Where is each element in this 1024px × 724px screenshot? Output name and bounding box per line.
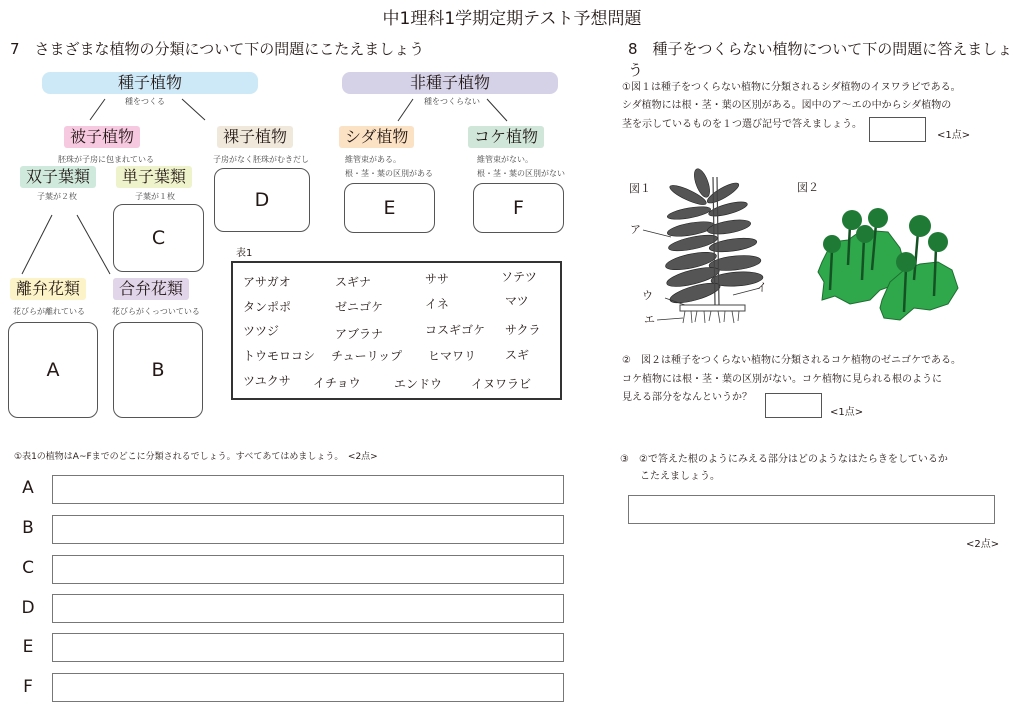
category-box-f: F bbox=[473, 183, 564, 233]
fern-root bbox=[691, 311, 692, 323]
line-nonseed-to-moss bbox=[487, 99, 507, 121]
q8-1-answer-field[interactable] bbox=[869, 117, 926, 142]
figure-2-label: 図２ bbox=[797, 181, 819, 194]
table-cell: ササ bbox=[425, 272, 450, 286]
pointer-a bbox=[643, 230, 671, 237]
fern-rhizome bbox=[680, 305, 745, 311]
dicots-note: 子葉が２枚 bbox=[37, 192, 77, 201]
non-seed-plants-heading: 非種子植物 bbox=[342, 72, 558, 94]
polypetalae-heading: 離弁花類 bbox=[10, 278, 86, 300]
answer-field-d[interactable] bbox=[52, 594, 564, 623]
table-cell: トウモロコシ bbox=[243, 349, 316, 363]
q8-3-line-1: ③ ②で答えた根のようにみえる部分はどのようなはたらきをしているか bbox=[620, 454, 948, 465]
polypetalae-note: 花びらが離れている bbox=[13, 307, 85, 316]
fern-frond bbox=[666, 204, 711, 221]
category-box-d: D bbox=[214, 168, 310, 232]
ferns-heading: シダ植物 bbox=[339, 126, 414, 148]
table-cell: イヌワラビ bbox=[471, 377, 532, 391]
monocots-note: 子葉が１枚 bbox=[135, 192, 175, 201]
line-dicot-to-sym bbox=[77, 215, 110, 274]
answer-label-f: F bbox=[23, 677, 33, 697]
q8-2-line-1: ② 図２は種子をつくらない植物に分類されるコケ植物のゼニゴケである。 bbox=[622, 355, 961, 366]
answer-label-a: A bbox=[22, 478, 34, 498]
liverwort-illustration bbox=[810, 200, 965, 325]
q8-1-line-2: シダ植物には根・茎・葉の区別がある。図中のア～エの中からシダ植物の bbox=[622, 100, 952, 111]
answer-field-a[interactable] bbox=[52, 475, 564, 504]
fern-root bbox=[709, 311, 711, 321]
answer-label-c: C bbox=[22, 558, 34, 578]
q8-1-points: <1点> bbox=[937, 130, 971, 141]
liverwort-head bbox=[896, 252, 916, 272]
non-seed-plants-note: 種をつくらない bbox=[424, 97, 480, 106]
table-cell: サクラ bbox=[505, 323, 541, 337]
seed-plants-heading: 種子植物 bbox=[42, 72, 258, 94]
figure-1-mark-u: ウ bbox=[642, 289, 653, 302]
table-cell: チューリップ bbox=[331, 349, 403, 363]
section-8-title: 8 種子をつくらない植物について下の問題に答えましょう bbox=[628, 40, 1013, 79]
pointer-e bbox=[657, 318, 683, 320]
angiosperms-heading: 被子植物 bbox=[64, 126, 140, 148]
category-box-a: A bbox=[8, 322, 98, 418]
table-cell: ヒマワリ bbox=[428, 349, 477, 363]
category-box-e: E bbox=[344, 183, 435, 233]
liverwort-head bbox=[909, 215, 931, 237]
gymnosperms-note: 子房がなく胚珠がむきだし bbox=[213, 155, 309, 164]
liverwort-head bbox=[868, 208, 888, 228]
table-cell: ソテツ bbox=[501, 270, 537, 284]
seed-plants-note: 種をつくる bbox=[125, 97, 165, 106]
figure-1-label: 図１ bbox=[629, 182, 651, 195]
q8-2-answer-field[interactable] bbox=[765, 393, 822, 418]
mosses-note-2: 根・茎・葉の区別がない bbox=[477, 169, 565, 178]
answer-label-d: D bbox=[21, 598, 35, 618]
monocots-heading: 単子葉類 bbox=[116, 166, 192, 188]
answer-label-b: B bbox=[22, 518, 34, 538]
q8-3-answer-field[interactable] bbox=[628, 495, 995, 524]
figure-1-mark-e: エ bbox=[644, 313, 655, 326]
line-seed-to-gymno bbox=[182, 99, 205, 120]
fern-root bbox=[683, 311, 685, 323]
mosses-note-1: 維管束がない。 bbox=[477, 155, 533, 164]
fern-root bbox=[704, 311, 705, 323]
table-cell: ツユクサ bbox=[243, 374, 291, 388]
liverwort-head bbox=[823, 235, 841, 253]
table-cell: ツツジ bbox=[243, 324, 280, 338]
fern-root bbox=[732, 311, 734, 323]
figure-1-mark-i: イ bbox=[756, 281, 767, 294]
category-box-c: C bbox=[113, 204, 204, 272]
ferns-note-2: 根・茎・葉の区別がある bbox=[345, 169, 433, 178]
table-cell: スギナ bbox=[335, 275, 372, 289]
mosses-heading: コケ植物 bbox=[468, 126, 544, 148]
line-seed-to-angio bbox=[90, 99, 105, 120]
q8-2-line-3: 見える部分をなんというか？ bbox=[622, 392, 752, 403]
section-7-title: 7 さまざまな植物の分類について下の問題にこたえましょう bbox=[10, 40, 425, 58]
table-cell: エンドウ bbox=[394, 377, 443, 391]
q8-1-line-3: 茎を示しているものを１つ選び記号で答えましょう。 bbox=[622, 119, 862, 130]
table-cell: アサガオ bbox=[243, 275, 291, 289]
table-cell: スギ bbox=[505, 348, 530, 362]
ferns-note-1: 維管束がある。 bbox=[345, 155, 401, 164]
category-box-b: B bbox=[113, 322, 203, 418]
answer-field-b[interactable] bbox=[52, 515, 564, 544]
answer-field-c[interactable] bbox=[52, 555, 564, 584]
q8-2-points: <1点> bbox=[830, 407, 864, 418]
plant-table bbox=[231, 261, 562, 400]
gymnosperms-heading: 裸子植物 bbox=[217, 126, 293, 148]
line-dicot-to-poly bbox=[22, 215, 52, 274]
figure-1-mark-a: ア bbox=[630, 223, 641, 236]
table-cell: イネ bbox=[425, 297, 449, 311]
table-cell: アブラナ bbox=[335, 327, 384, 341]
table-cell: タンポポ bbox=[243, 300, 292, 314]
answer-label-e: E bbox=[22, 637, 34, 657]
liverwort-head bbox=[928, 232, 948, 252]
fern-root bbox=[738, 311, 739, 321]
q8-1-line-1: ①図１は種子をつくらない植物に分類されるシダ植物のイヌワラビである。 bbox=[622, 82, 961, 93]
sympetalae-heading: 合弁花類 bbox=[113, 278, 189, 300]
table-cell: コスギゴケ bbox=[425, 323, 486, 337]
table-caption: 表1 bbox=[236, 248, 253, 259]
sympetalae-note: 花びらがくっついている bbox=[112, 307, 200, 316]
question-7-1: ①表1の植物はA~Fまでのどこに分類されるでしょう。すべてあてはめましょう。 <2点> bbox=[14, 452, 378, 462]
angiosperms-note: 胚珠が子房に包まれている bbox=[58, 155, 154, 164]
q8-2-line-2: コケ植物には根・茎・葉の区別がない。コケ植物に見られる根のように bbox=[622, 374, 942, 385]
table-cell: イチョウ bbox=[313, 376, 361, 390]
answer-field-e[interactable] bbox=[52, 633, 564, 662]
dicots-heading: 双子葉類 bbox=[20, 166, 96, 188]
page-title: 中1理科1学期定期テスト予想問題 bbox=[382, 9, 642, 29]
fern-illustration bbox=[625, 165, 785, 330]
q8-3-line-2: こたえましょう。 bbox=[640, 471, 720, 482]
liverwort-head bbox=[856, 225, 874, 243]
fern-root bbox=[718, 311, 720, 323]
table-cell: ゼニゴケ bbox=[335, 300, 384, 314]
fern-root bbox=[724, 311, 725, 322]
table-cell: マツ bbox=[505, 294, 529, 308]
line-nonseed-to-fern bbox=[398, 99, 413, 121]
fern-root bbox=[695, 311, 697, 322]
q8-3-points: <2点> bbox=[966, 539, 1000, 550]
liverwort-head bbox=[842, 210, 862, 230]
answer-field-f[interactable] bbox=[52, 673, 564, 702]
